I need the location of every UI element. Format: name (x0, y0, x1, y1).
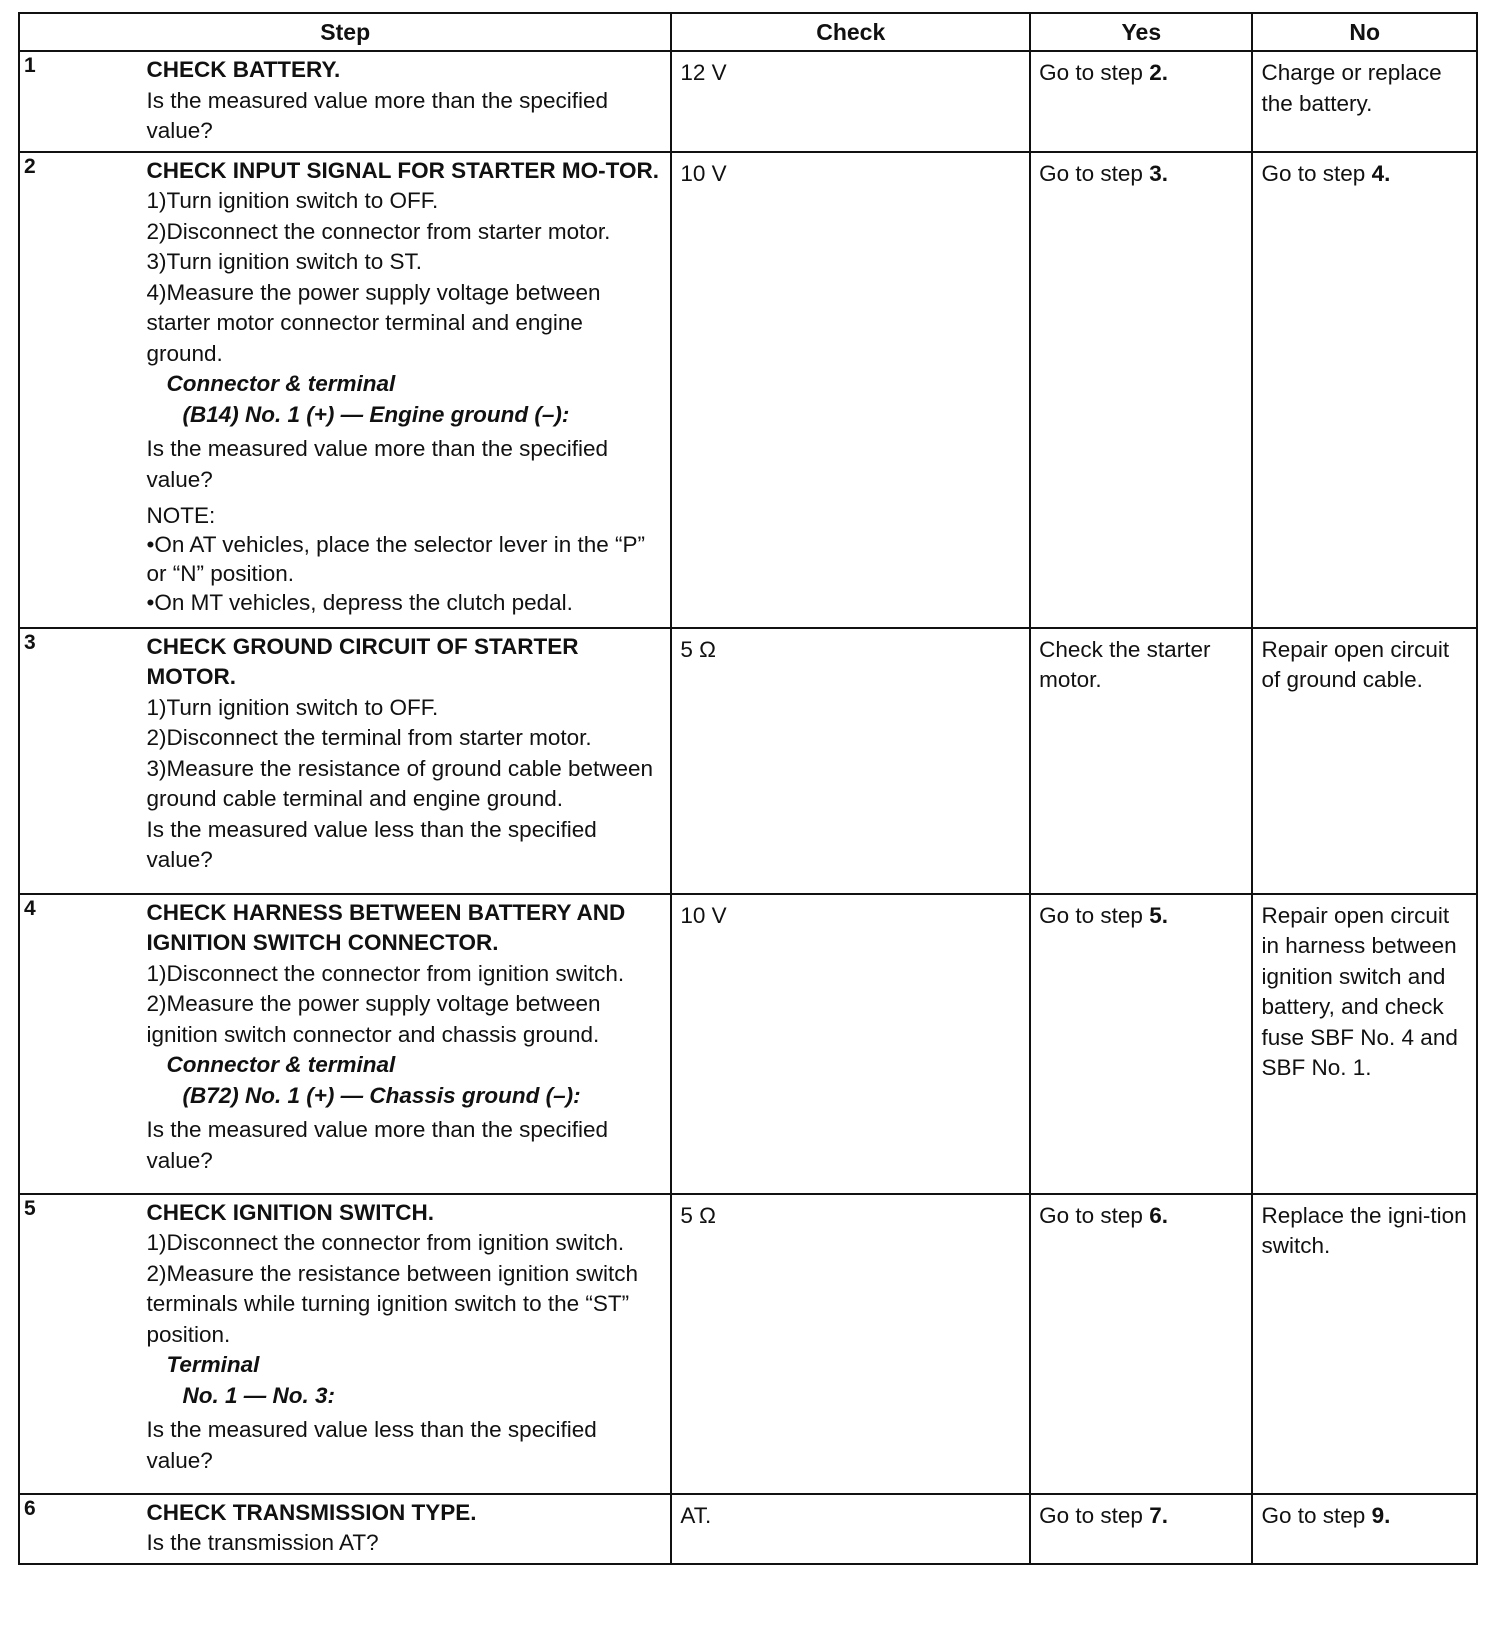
table-row (19, 1494, 1477, 1564)
no-action: Replace the igni-tion switch. (1252, 1194, 1477, 1494)
no-action: Repair open circuit in harness between ignition switch and battery, and check fuse SBF No. 4 and SBF No. 1. (1252, 894, 1477, 1194)
step-description (136, 628, 671, 894)
step-question: Is the measured value less than the specified value? (146, 1417, 597, 1473)
spec-label: Connector & terminal (166, 1052, 396, 1077)
procedure-step: 2)Measure the resistance between ignition switch terminals while turning ignition switch to the “ST” position. (146, 1260, 638, 1347)
header-yes: Yes (1030, 13, 1252, 51)
spec-value: No. 1 — No. 3: (182, 1382, 335, 1408)
procedure-step: 2)Disconnect the terminal from starter motor. (146, 725, 592, 750)
table-row (19, 894, 1477, 1194)
yes-action (1030, 51, 1252, 152)
yes-step-link: 6. (1149, 1202, 1168, 1228)
spec-label: Terminal (166, 1352, 260, 1377)
check-value: 10 V (671, 152, 1030, 628)
step-title: CHECK HARNESS BETWEEN BATTERY AND IGNITION SWITCH CONNECTOR. (146, 899, 626, 955)
step-description (136, 894, 671, 1194)
table-row (19, 628, 1477, 894)
no-text: Go to step (1261, 160, 1366, 186)
yes-text: Go to step (1039, 1202, 1143, 1228)
yes-text: Go to step (1039, 160, 1143, 186)
check-value: 10 V (671, 894, 1030, 1194)
yes-step-link: 2. (1149, 60, 1168, 85)
step-question: Is the measured value more than the specified value? (146, 87, 608, 143)
note-item: •On AT vehicles, place the selector lever in the “P” or “N” position. (146, 532, 645, 586)
note-item: •On MT vehicles, depress the clutch pedal. (146, 590, 573, 615)
step-question: Is the measured value more than the specified value? (146, 1117, 608, 1173)
no-action (1252, 152, 1477, 628)
check-value: 5 Ω (671, 1194, 1030, 1494)
yes-step-link: 5. (1149, 902, 1168, 928)
header-row (19, 13, 1477, 51)
yes-step-link: 3. (1149, 160, 1168, 186)
spec-label: Connector & terminal (166, 371, 396, 396)
check-value: AT. (671, 1494, 1030, 1564)
yes-text: Go to step (1039, 1502, 1143, 1528)
step-number: 3 (19, 628, 136, 894)
step-title: CHECK BATTERY. (146, 57, 341, 82)
procedure-step: 1)Turn ignition switch to OFF. (146, 188, 439, 213)
step-question: Is the measured value more than the specified value? (146, 436, 608, 492)
spec-value: (B14) No. 1 (+) — Engine ground (–): (182, 401, 570, 427)
step-number: 2 (19, 152, 136, 628)
spec-value: (B72) No. 1 (+) — Chassis ground (–): (182, 1082, 581, 1108)
procedure-step: 1)Disconnect the connector from ignition switch. (146, 960, 625, 986)
step-number: 4 (19, 894, 136, 1194)
procedure-step: 3)Measure the resistance of ground cable between ground cable terminal and engine ground. (146, 755, 654, 811)
yes-step-link: 7. (1149, 1502, 1168, 1528)
yes-action (1030, 894, 1252, 1194)
no-step-link: 4. (1371, 160, 1391, 186)
yes-text: Go to step (1039, 902, 1143, 928)
yes-action (1030, 1194, 1252, 1494)
step-title: CHECK IGNITION SWITCH. (146, 1199, 434, 1225)
table-row (19, 1194, 1477, 1494)
step-number: 6 (19, 1494, 136, 1564)
diagnostic-table (18, 12, 1478, 1565)
check-value: 12 V (671, 51, 1030, 152)
no-step-link: 9. (1371, 1502, 1391, 1528)
table-row (19, 152, 1477, 628)
yes-action (1030, 152, 1252, 628)
step-description (136, 152, 671, 628)
yes-text: Go to step (1039, 60, 1143, 85)
step-title: CHECK GROUND CIRCUIT OF STARTER MOTOR. (146, 633, 579, 689)
header-step: Step (19, 13, 671, 51)
yes-action (1030, 1494, 1252, 1564)
step-description (136, 1194, 671, 1494)
step-question: Is the transmission AT? (146, 1530, 379, 1555)
table-row (19, 51, 1477, 152)
step-description (136, 51, 671, 152)
procedure-step: 2)Measure the power supply voltage between ignition switch connector and chassis ground. (146, 991, 601, 1047)
yes-action: Check the starter motor. (1030, 628, 1252, 894)
note-label: NOTE: (146, 503, 216, 528)
procedure-step: 1)Disconnect the connector from ignition switch. (146, 1230, 625, 1255)
step-title: CHECK INPUT SIGNAL FOR STARTER MO-TOR. (146, 157, 659, 183)
step-number: 5 (19, 1194, 136, 1494)
step-title: CHECK TRANSMISSION TYPE. (146, 1499, 477, 1525)
no-action: Repair open circuit of ground cable. (1252, 628, 1477, 894)
check-value: 5 Ω (671, 628, 1030, 894)
procedure-step: 3)Turn ignition switch to ST. (146, 249, 422, 274)
step-question: Is the measured value less than the specified value? (146, 816, 597, 872)
no-text: Go to step (1261, 1502, 1366, 1528)
no-action: Charge or replace the battery. (1252, 51, 1477, 152)
procedure-step: 1)Turn ignition switch to OFF. (146, 694, 439, 720)
step-description (136, 1494, 671, 1564)
no-action (1252, 1494, 1477, 1564)
step-number: 1 (19, 51, 136, 152)
header-no: No (1252, 13, 1477, 51)
header-check: Check (671, 13, 1030, 51)
procedure-step: 4)Measure the power supply voltage between starter motor connector terminal and engine ground. (146, 279, 601, 366)
procedure-step: 2)Disconnect the connector from starter motor. (146, 218, 611, 244)
